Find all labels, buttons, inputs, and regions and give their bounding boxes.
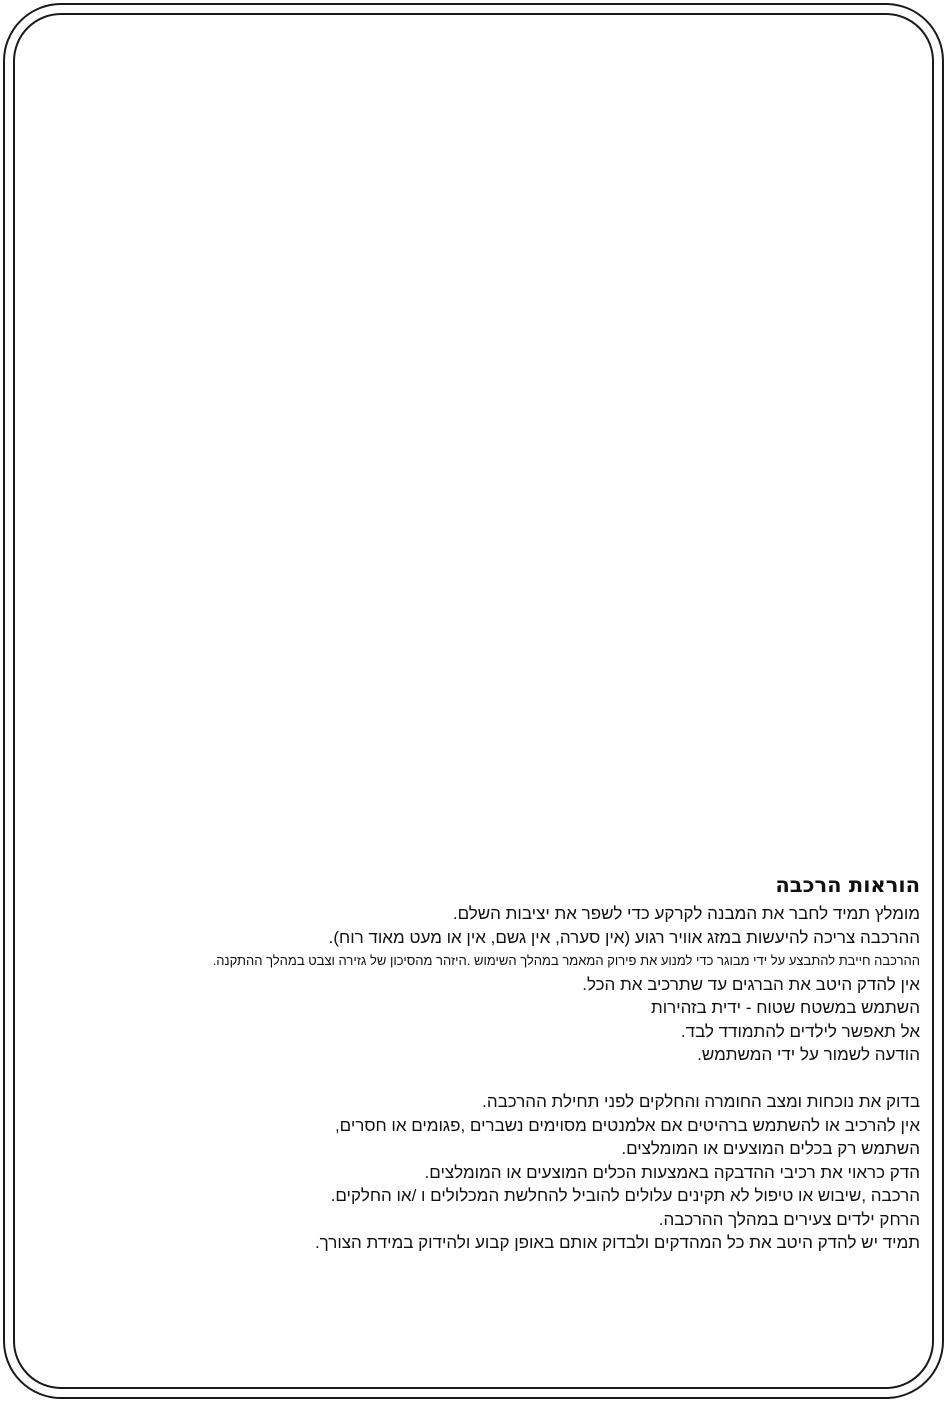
instruction-line: מומלץ תמיד לחבר את המבנה לקרקע כדי לשפר את יציבות השלם. — [452, 904, 920, 923]
instruction-line: ההרכבה צריכה להיעשות במזג אוויר רגוע (אין סערה, אין גשם, אין או מעט מאוד רוח). — [328, 927, 920, 947]
instruction-line: אל תאפשר לילדים להתמודד לבד. — [680, 1021, 920, 1041]
instruction-line: אין להרכיב או להשתמש ברהיטים אם אלמנטים מסוימים נשברים ,פגומים או חסרים, — [334, 1115, 920, 1135]
instruction-line: הדק כראוי את רכיבי ההדבקה באמצעות הכלים המוצעים או המומלצים. — [424, 1162, 920, 1182]
assembly-instructions — [20, 868, 920, 1255]
instruction-line: בדוק את נוכחות ומצב החומרה והחלקים לפני תחילת ההרכבה. — [482, 1092, 920, 1111]
instruction-line: ההרכבה חייבת להתבצע על ידי מבוגר כדי למנוע את פירוק המאמר במהלך השימוש .היזהר מהסיכון של גזירה וצבט במהלך ההתקנה. — [212, 953, 920, 968]
instruction-line: השתמש במשטח שטוח - ידית בזהירות — [650, 998, 920, 1017]
paragraph-spacer — [20, 1067, 920, 1091]
instruction-line: אין להדק היטב את הברגים עד שתרכיב את הכל. — [582, 974, 920, 994]
instruction-line: השתמש רק בכלים המוצעים או המומלצים. — [621, 1139, 920, 1158]
instruction-line: הרכבה ,שיבוש או טיפול לא תקינים עלולים להוביל להחלשת המכלולים ו /או החלקים. — [330, 1186, 920, 1205]
instruction-line: הודעה לשמור על ידי המשתמש. — [697, 1045, 920, 1064]
instruction-line: תמיד יש להדק היטב את כל המהדקים ולבדוק אותם באופן קבוע ולהידוק במידת הצורך. — [314, 1233, 920, 1252]
instructions-title: הוראות הרכבה — [775, 873, 920, 897]
instruction-line: הרחק ילדים צעירים במהלך ההרכבה. — [658, 1209, 920, 1229]
